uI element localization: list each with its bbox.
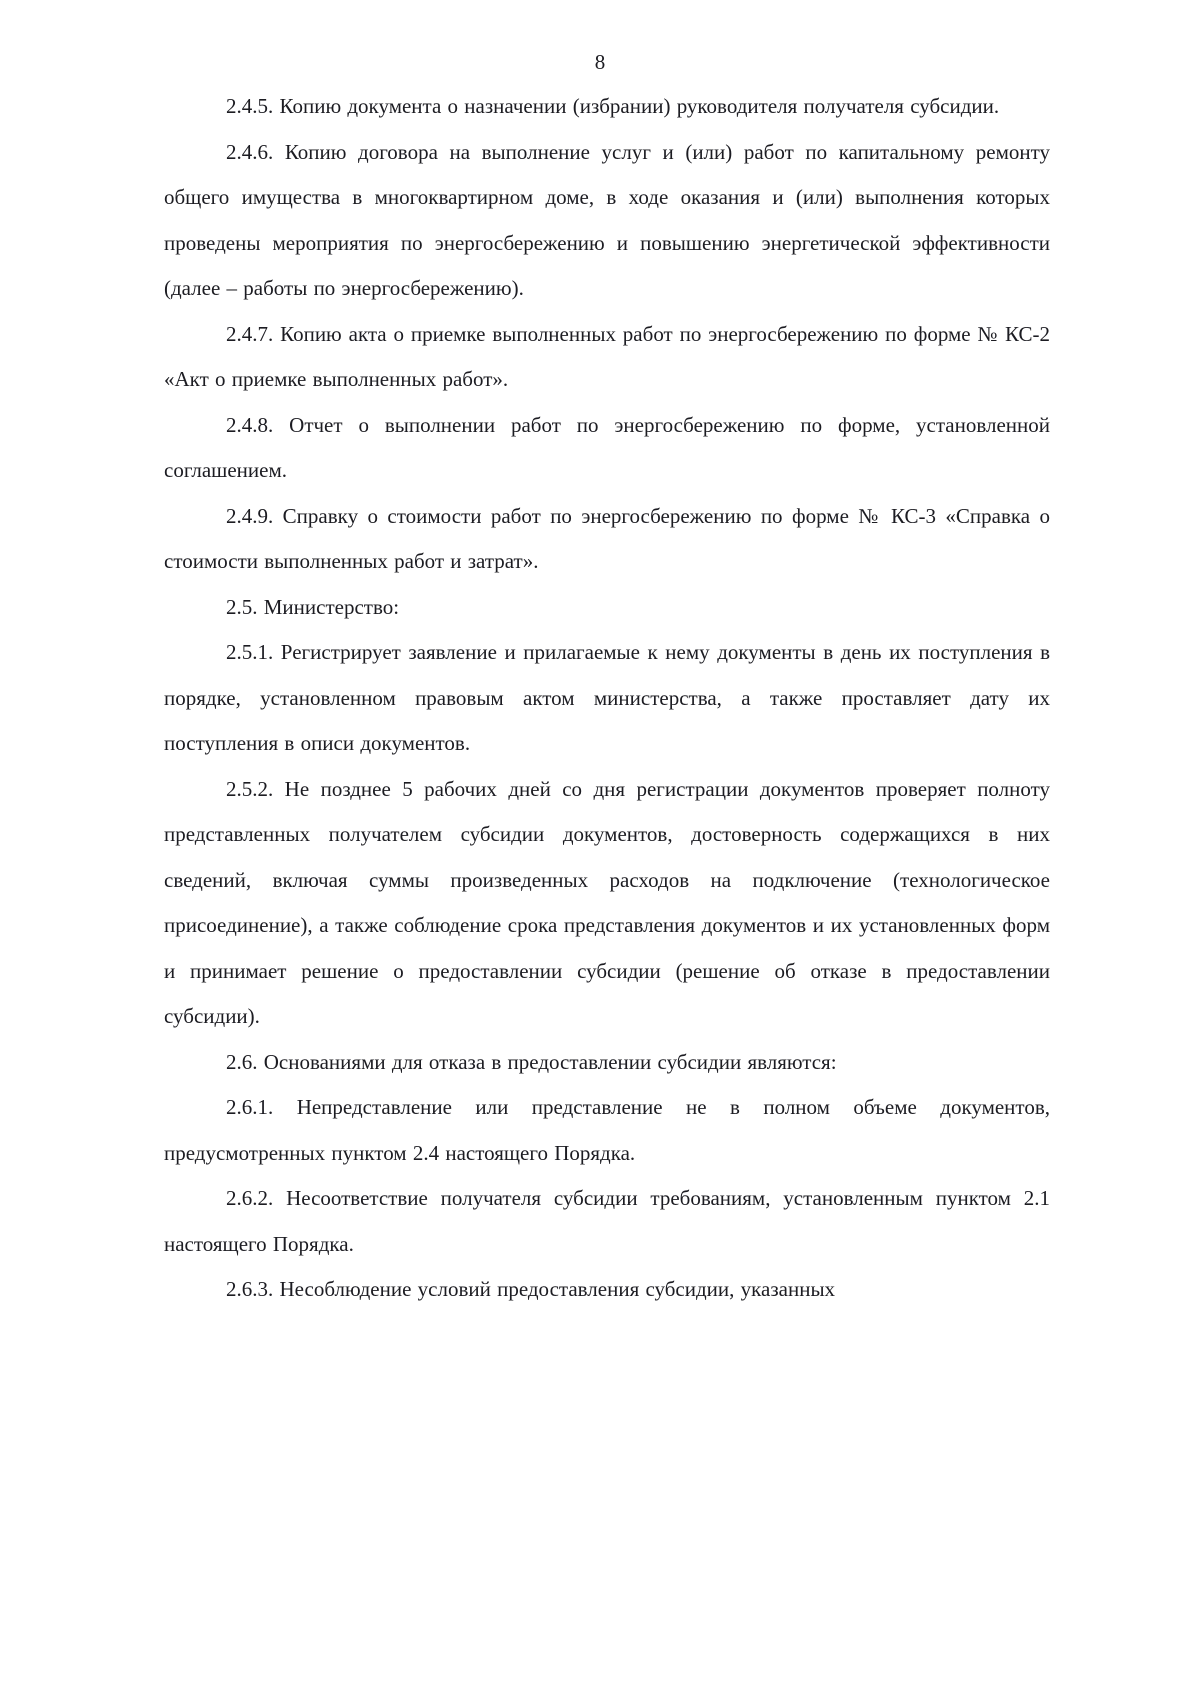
page-number: 8 [594,50,606,74]
paragraph: 2.4.5. Копию документа о назначении (избрании) руководителя получателя субсидии. [226,94,1000,118]
document-body [164,84,1050,1313]
paragraph: 2.5.1. Регистрирует заявление и прилагаемые к нему документы в день их поступления в порядке, установленном правовым актом министерства, а также проставляет дату их поступления в описи документов. [164,640,1050,755]
paragraph: 2.4.7. Копию акта о приемке выполненных работ по энергосбережению по форме № КС-2 «Акт о приемке выполненных работ». [164,321,1050,391]
paragraph: 2.4.6. Копию договора на выполнение услуг и (или) работ по капитальному ремонту общего имущества в многоквартирном доме, в ходе оказания и (или) выполнения которых проведены мероприятия по энергосбережению и повышению энергетической эффективности (далее – работы по энергосбережению). [164,139,1050,300]
paragraph: 2.4.8. Отчет о выполнении работ по энергосбережению по форме, установленной соглашением. [164,412,1050,482]
paragraph: 2.6.1. Непредставление или представление не в полном объеме документов, предусмотренных пунктом 2.4 настоящего Порядка. [164,1095,1050,1165]
paragraph: 2.6.3. Несоблюдение условий предоставления субсидии, указанных [226,1277,836,1301]
paragraph: 2.5.2. Не позднее 5 рабочих дней со дня регистрации документов проверяет полноту представленных получателем субсидии документов, достоверность содержащихся в них сведений, включая суммы произведенных расходов на подключение (технологическое присоединение), а также соблюдение срока представления документов и их установленных форм и принимает решение о предоставлении субсидии (решение об отказе в предоставлении субсидии). [164,776,1050,1028]
paragraph: 2.6.2. Несоответствие получателя субсидии требованиям, установленным пунктом 2.1 настоящего Порядка. [164,1186,1050,1256]
paragraph: 2.4.9. Справку о стоимости работ по энергосбережению по форме № КС-3 «Справка о стоимости выполненных работ и затрат». [164,503,1050,573]
paragraph: 2.6. Основаниями для отказа в предоставлении субсидии являются: [226,1049,837,1074]
paragraph: 2.5. Министерство: [226,594,400,619]
